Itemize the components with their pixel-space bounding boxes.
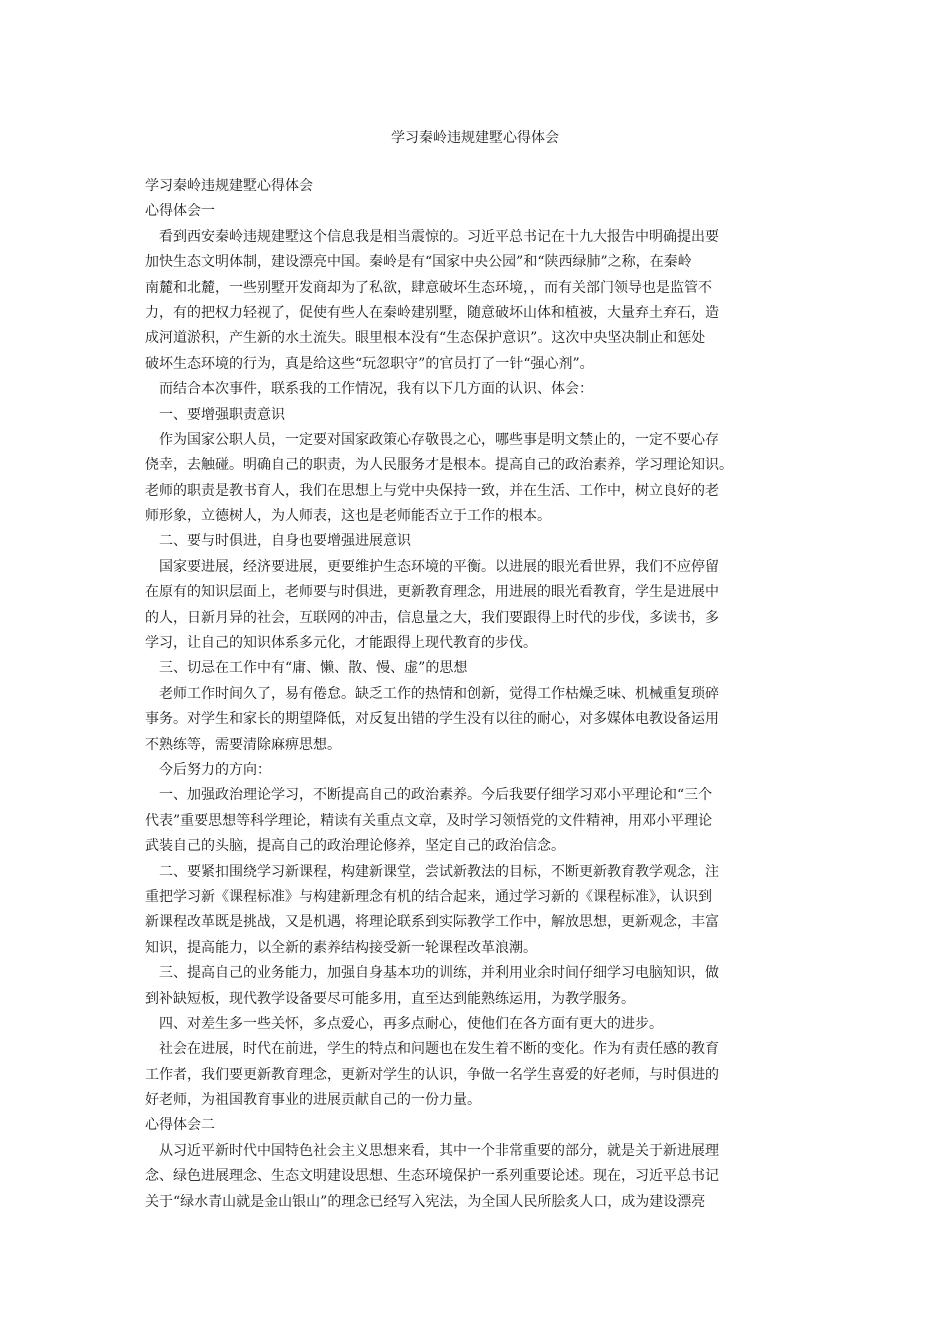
text-line: 新课程改革既是挑战，又是机遇，将理论联系到实际教学工作中，解放思想，更新观念，丰富 [145, 914, 719, 931]
text-line: 武装自己的头脑，提高自己的政治理论修养，坚定自己的政治信念。 [145, 838, 565, 855]
text-line: 念、绿色进展理念、生态文明建设思想、生态环境保护一系列重要论述。现在，习近平总书记 [145, 1168, 719, 1185]
text-line: 到补缺短板，现代教学设备要尽可能多用，直至达到能熟练运用，为教学服务。 [145, 990, 635, 1007]
text-line: 成河道淤积，产生新的水土流失。眼里根本没有“生态保护意识”。这次中央坚决制止和惩处 [145, 330, 706, 347]
text-line: 而结合本次事件，联系我的工作情况，我有以下几方面的认识、体会： [159, 381, 593, 398]
text-line: 学习秦岭违规建墅心得体会 [145, 178, 313, 194]
text-line: 一、要增强职责意识 [159, 406, 285, 423]
text-line: 在原有的知识层面上，老师要与时俱进，更新教育理念，用进展的眼光看教育，学生是进展中 [145, 584, 719, 601]
text-line: 破坏生态环境的行为，真是给这些“玩忽职守”的官员打了一针“强心剂”。 [145, 355, 594, 372]
text-line: 今后努力的方向： [159, 761, 271, 778]
document-body [145, 174, 813, 1215]
text-line: 力，有的把权力轻视了，促使有些人在秦岭建别墅，随意破坏山体和植被，大量弃土弃石，造 [145, 304, 719, 321]
text-line: 工作者，我们要更新教育理念，更新对学生的认识，争做一名学生喜爱的好老师，与时俱进的 [145, 1066, 719, 1083]
text-line: 老师的职责是教书育人，我们在思想上与党中央保持一致，并在生活、工作中，树立良好的老 [145, 482, 719, 499]
text-line: 作为国家公职人员，一定要对国家政策心存敬畏之心，哪些事是明文禁止的，一定不要心存 [159, 431, 719, 448]
text-line: 加快生态文明体制，建设漂亮中国。秦岭是有“国家中央公园”和“陕西绿肺”之称，在秦岭 [145, 254, 692, 271]
text-line: 师形象，立德树人，为人师表，这也是老师能否立于工作的根本。 [145, 508, 551, 525]
text-line: 关于“绿水青山就是金山银山”的理念已经写入宪法，为全国人民所脍炙人口，成为建设漂亮 [145, 1193, 706, 1210]
text-line: 不熟练等，需要清除麻痹思想。 [145, 736, 341, 753]
text-line: 看到西安秦岭违规建墅这个信息我是相当震惊的。习近平总书记在十九大报告中明确提出要 [159, 228, 719, 245]
text-line: 四、对差生多一些关怀，多点爱心，再多点耐心，使他们在各方面有更大的进步。 [159, 1015, 663, 1032]
text-line: 从习近平新时代中国特色社会主义思想来看，其中一个非常重要的部分，就是关于新进展理 [159, 1142, 719, 1159]
text-line: 国家要进展，经济要进展，更要维护生态环境的平衡。以进展的眼光看世界，我们不应停留 [159, 558, 719, 575]
text-line: 南麓和北麓，一些别墅开发商却为了私欲，肆意破坏生态环境，，而有关部门领导也是监管不 [145, 279, 712, 296]
text-line: 心得体会一 [145, 203, 215, 220]
text-line: 三、提高自己的业务能力，加强自身基本功的训练，并利用业余时间仔细学习电脑知识，做 [159, 965, 719, 982]
text-line: 一、加强政治理论学习，不断提高自己的政治素养。今后我要仔细学习邓小平理论和“三个 [159, 787, 713, 804]
text-line: 侥幸，去触碰。明确自己的职责，为人民服务才是根本。提高自己的政治素养，学习理论知识。 [145, 457, 733, 474]
text-line: 知识，提高能力，以全新的素养结构接受新一轮课程改革浪潮。 [145, 939, 537, 956]
text-line: 学习，让自己的知识体系多元化，才能跟得上现代教育的步伐。 [145, 635, 537, 652]
text-line: 三、切忌在工作中有“庸、懒、散、慢、虚”的思想 [159, 660, 468, 677]
text-line: 好老师，为祖国教育事业的进展贡献自己的一份力量。 [145, 1092, 481, 1109]
text-line: 二、要与时俱进，自身也要增强进展意识 [159, 533, 411, 550]
document-title: 学习秦岭违规建墅心得体会 [391, 130, 559, 146]
text-line: 事务。对学生和家长的期望降低，对反复出错的学生没有以往的耐心，对多媒体电教设备运用 [145, 711, 719, 728]
text-line: 社会在进展，时代在前进，学生的特点和问题也在发生着不断的变化。作为有责任感的教育 [159, 1041, 719, 1058]
text-line: 代表”重要思想等科学理论，精读有关重点文章，及时学习领悟党的文件精神，用邓小平理论 [145, 812, 713, 829]
text-line: 二、要紧扣围绕学习新课程，构建新课堂，尝试新教法的目标，不断更新教育教学观念，注 [159, 863, 719, 880]
text-line: 的人，日新月异的社会，互联网的冲击，信息量之大，我们要跟得上时代的步伐，多读书，多 [145, 609, 719, 626]
text-line: 心得体会二 [145, 1117, 215, 1134]
text-line: 老师工作时间久了，易有倦怠。缺乏工作的热情和创新，觉得工作枯燥乏味、机械重复琐碎 [159, 685, 719, 702]
text-line: 重把学习新《课程标准》与构建新理念有机的结合起来，通过学习新的《课程标准》，认识到 [145, 888, 712, 905]
